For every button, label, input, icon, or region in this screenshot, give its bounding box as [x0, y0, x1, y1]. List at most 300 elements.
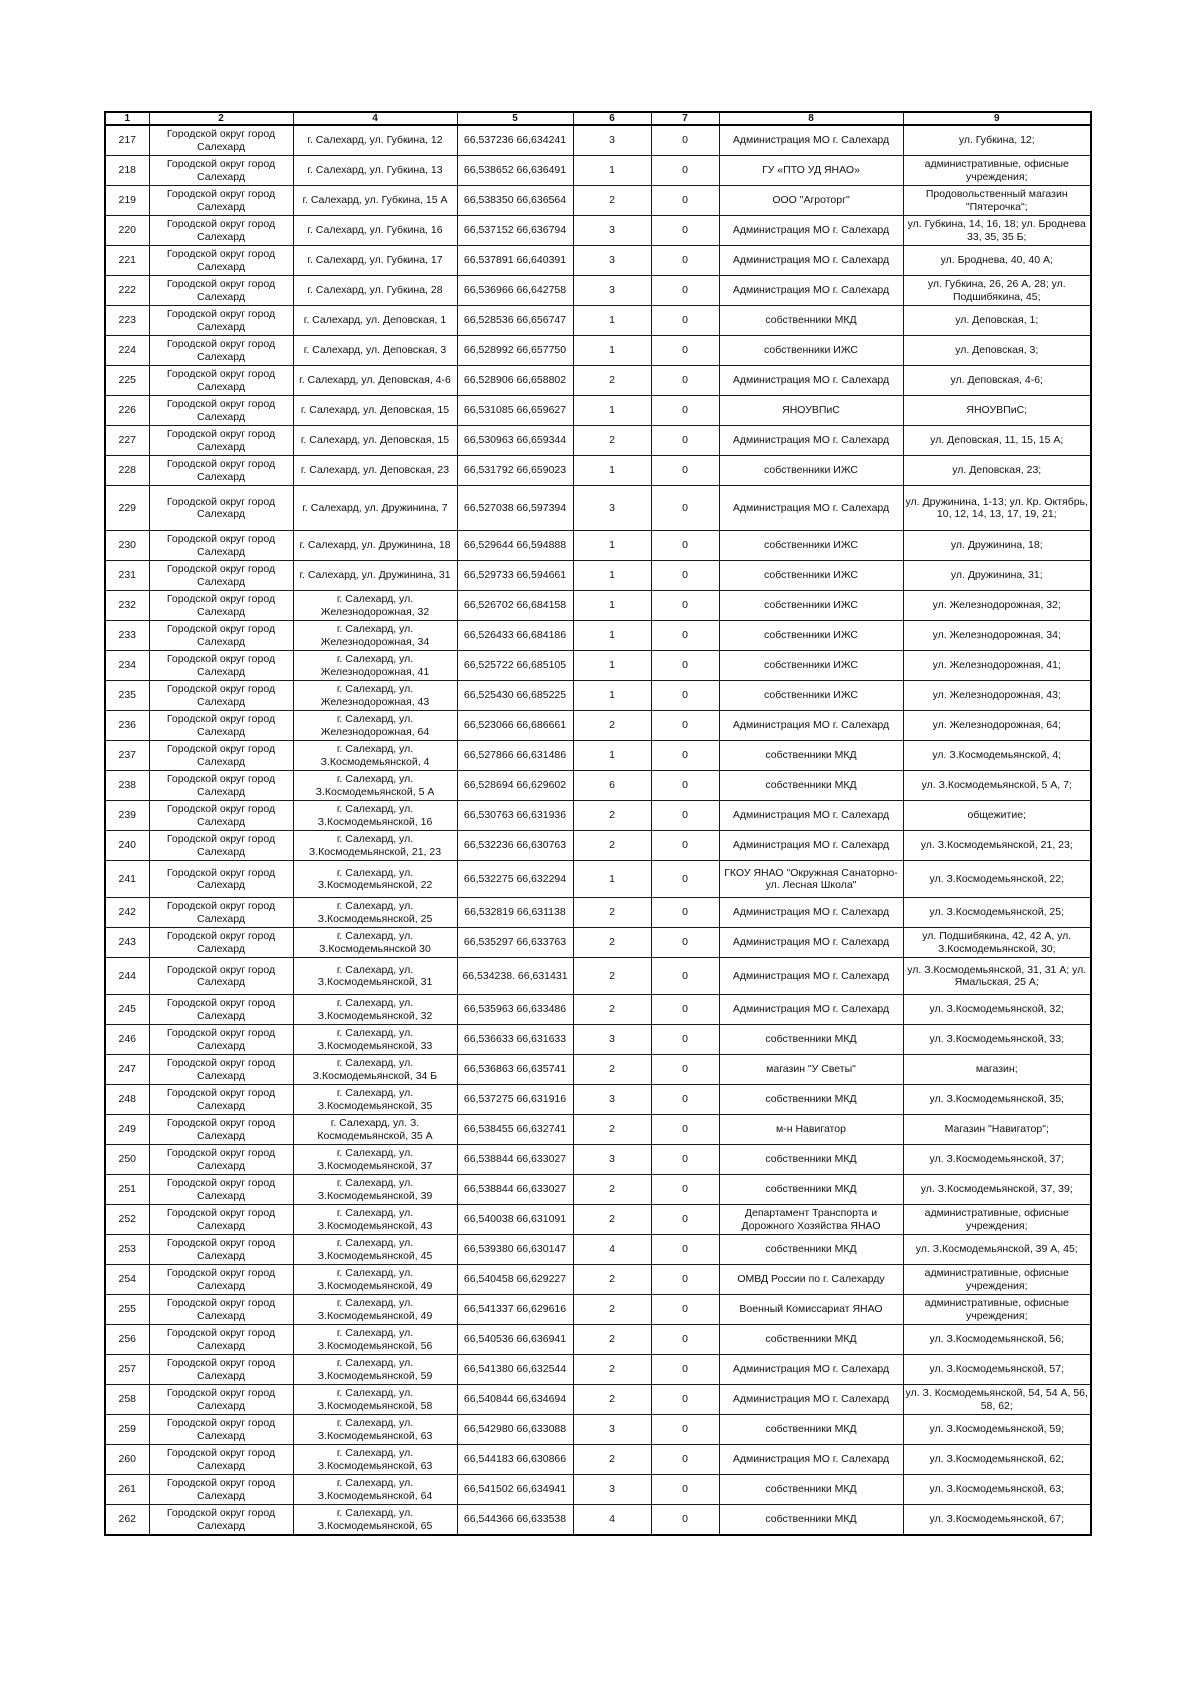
district-cell: Городской округ город Салехард [149, 1085, 293, 1115]
district-cell: Городской округ город Салехард [149, 1355, 293, 1385]
row-number-cell: 228 [105, 456, 149, 486]
owner-cell: Администрация МО г. Салехард [719, 898, 903, 928]
zero-cell: 0 [651, 276, 719, 306]
address-cell: г. Салехард, ул. З.Космодемьянской, 5 А [293, 771, 457, 801]
row-number-cell: 222 [105, 276, 149, 306]
served-objects-cell: административные, офисные учреждения; [903, 1265, 1091, 1295]
owner-cell: Администрация МО г. Салехард [719, 831, 903, 861]
district-cell: Городской округ город Салехард [149, 186, 293, 216]
coordinates-cell: 66,538455 66,632741 [457, 1115, 573, 1145]
table-row [105, 621, 1091, 651]
row-number-cell: 249 [105, 1115, 149, 1145]
served-objects-cell: ул. Железнодорожная, 32; [903, 591, 1091, 621]
owner-cell: Администрация МО г. Салехард [719, 801, 903, 831]
count-cell: 1 [573, 306, 651, 336]
count-cell: 3 [573, 1025, 651, 1055]
address-cell: г. Салехард, ул. З.Космодемьянской, 63 [293, 1445, 457, 1475]
district-cell: Городской округ город Салехард [149, 958, 293, 995]
district-cell: Городской округ город Салехард [149, 486, 293, 531]
served-objects-cell: ул. Деповская, 4-6; [903, 366, 1091, 396]
served-objects-cell: ул. Подшибякина, 42, 42 А, ул. З.Космодемьянской, 30; [903, 928, 1091, 958]
zero-cell: 0 [651, 1205, 719, 1235]
coordinates-cell: 66,525430 66,685225 [457, 681, 573, 711]
owner-cell: собственники МКД [719, 771, 903, 801]
row-number-cell: 245 [105, 995, 149, 1025]
table-row [105, 801, 1091, 831]
table-row [105, 1265, 1091, 1295]
coordinates-cell: 66,536966 66,642758 [457, 276, 573, 306]
address-cell: г. Салехард, ул. З.Космодемьянской, 39 [293, 1175, 457, 1205]
address-cell: г. Салехард, ул. Деповская, 15 [293, 426, 457, 456]
district-cell: Городской округ город Салехард [149, 898, 293, 928]
row-number-cell: 218 [105, 156, 149, 186]
address-cell: г. Салехард, ул. З.Космодемьянской, 32 [293, 995, 457, 1025]
owner-cell: ЯНОУВПиС [719, 396, 903, 426]
address-cell: г. Салехард, ул. Губкина, 12 [293, 125, 457, 156]
owner-cell: ГУ «ПТО УД ЯНАО» [719, 156, 903, 186]
row-number-cell: 244 [105, 958, 149, 995]
served-objects-cell: ул. З.Космодемьянской, 4; [903, 741, 1091, 771]
row-number-cell: 255 [105, 1295, 149, 1325]
zero-cell: 0 [651, 156, 719, 186]
zero-cell: 0 [651, 958, 719, 995]
address-cell: г. Салехард, ул. З.Космодемьянской, 45 [293, 1235, 457, 1265]
row-number-cell: 234 [105, 651, 149, 681]
coordinates-cell: 66,534238. 66,631431 [457, 958, 573, 995]
address-cell: г. Салехард, ул. З.Космодемьянской, 34 Б [293, 1055, 457, 1085]
owner-cell: собственники МКД [719, 1415, 903, 1445]
served-objects-cell: административные, офисные учреждения; [903, 156, 1091, 186]
count-cell: 2 [573, 1175, 651, 1205]
district-cell: Городской округ город Салехард [149, 366, 293, 396]
owner-cell: Администрация МО г. Салехард [719, 426, 903, 456]
zero-cell: 0 [651, 1115, 719, 1145]
count-cell: 2 [573, 426, 651, 456]
count-cell: 2 [573, 898, 651, 928]
served-objects-cell: ул. Броднева, 40, 40 А; [903, 246, 1091, 276]
row-number-cell: 219 [105, 186, 149, 216]
served-objects-cell: ул. Дружинина, 31; [903, 561, 1091, 591]
count-cell: 1 [573, 591, 651, 621]
zero-cell: 0 [651, 486, 719, 531]
owner-cell: собственники ИЖС [719, 531, 903, 561]
row-number-cell: 237 [105, 741, 149, 771]
count-cell: 2 [573, 958, 651, 995]
zero-cell: 0 [651, 336, 719, 366]
count-cell: 2 [573, 1115, 651, 1145]
count-cell: 1 [573, 561, 651, 591]
column-header: 5 [457, 112, 573, 125]
coordinates-cell: 66,528694 66,629602 [457, 771, 573, 801]
table-row [105, 456, 1091, 486]
table-row [105, 486, 1091, 531]
zero-cell: 0 [651, 1505, 719, 1536]
address-cell: г. Салехард, ул. З.Космодемьянской, 63 [293, 1415, 457, 1445]
count-cell: 1 [573, 621, 651, 651]
row-number-cell: 257 [105, 1355, 149, 1385]
column-header: 6 [573, 112, 651, 125]
owner-cell: собственники МКД [719, 1325, 903, 1355]
count-cell: 2 [573, 1055, 651, 1085]
count-cell: 2 [573, 366, 651, 396]
table-row [105, 741, 1091, 771]
district-cell: Городской округ город Салехард [149, 995, 293, 1025]
owner-cell: собственники МКД [719, 1175, 903, 1205]
zero-cell: 0 [651, 216, 719, 246]
table-row [105, 771, 1091, 801]
coordinates-cell: 66,540038 66,631091 [457, 1205, 573, 1235]
address-cell: г. Салехард, ул. Дружинина, 7 [293, 486, 457, 531]
address-cell: г. Салехард, ул. Губкина, 28 [293, 276, 457, 306]
served-objects-cell: Магазин "Навигатор"; [903, 1115, 1091, 1145]
table-row [105, 246, 1091, 276]
zero-cell: 0 [651, 681, 719, 711]
served-objects-cell: ул. З.Космодемьянской, 39 А, 45; [903, 1235, 1091, 1265]
count-cell: 3 [573, 276, 651, 306]
count-cell: 6 [573, 771, 651, 801]
address-cell: г. Салехард, ул. З.Космодемьянской, 37 [293, 1145, 457, 1175]
row-number-cell: 229 [105, 486, 149, 531]
owner-cell: Администрация МО г. Салехард [719, 711, 903, 741]
coordinates-cell: 66,525722 66,685105 [457, 651, 573, 681]
served-objects-cell: ул. З.Космодемьянской, 67; [903, 1505, 1091, 1536]
table-row [105, 831, 1091, 861]
table-row [105, 396, 1091, 426]
served-objects-cell: ул. З.Космодемьянской, 59; [903, 1415, 1091, 1445]
owner-cell: Администрация МО г. Салехард [719, 246, 903, 276]
address-cell: г. Салехард, ул. Дружинина, 18 [293, 531, 457, 561]
count-cell: 3 [573, 216, 651, 246]
count-cell: 2 [573, 831, 651, 861]
coordinates-cell: 66,541380 66,632544 [457, 1355, 573, 1385]
address-cell: г. Салехард, ул. З.Космодемьянской, 31 [293, 958, 457, 995]
table-row [105, 928, 1091, 958]
district-cell: Городской округ город Салехард [149, 125, 293, 156]
district-cell: Городской округ город Салехард [149, 928, 293, 958]
row-number-cell: 256 [105, 1325, 149, 1355]
column-header: 4 [293, 112, 457, 125]
zero-cell: 0 [651, 306, 719, 336]
address-cell: г. Салехард, ул. З.Космодемьянской, 21, 23 [293, 831, 457, 861]
count-cell: 1 [573, 156, 651, 186]
served-objects-cell: ул. Железнодорожная, 64; [903, 711, 1091, 741]
address-cell: г. Салехард, ул. Деповская, 15 [293, 396, 457, 426]
table-row [105, 681, 1091, 711]
served-objects-cell: ул. З.Космодемьянской, 33; [903, 1025, 1091, 1055]
count-cell: 1 [573, 681, 651, 711]
owner-cell: собственники МКД [719, 1235, 903, 1265]
district-cell: Городской округ город Салехард [149, 396, 293, 426]
address-cell: г. Салехард, ул. З.Космодемьянской, 4 [293, 741, 457, 771]
table-row [105, 336, 1091, 366]
district-cell: Городской округ город Салехард [149, 456, 293, 486]
coordinates-cell: 66,527038 66,597394 [457, 486, 573, 531]
address-cell: г. Салехард, ул. З.Космодемьянской 30 [293, 928, 457, 958]
zero-cell: 0 [651, 1445, 719, 1475]
count-cell: 2 [573, 928, 651, 958]
count-cell: 2 [573, 186, 651, 216]
zero-cell: 0 [651, 1415, 719, 1445]
table-row [105, 1445, 1091, 1475]
district-cell: Городской округ город Салехард [149, 1385, 293, 1415]
served-objects-cell: ул. З.Космодемьянской, 63; [903, 1475, 1091, 1505]
owner-cell: м-н Навигатор [719, 1115, 903, 1145]
owner-cell: Администрация МО г. Салехард [719, 958, 903, 995]
count-cell: 3 [573, 1475, 651, 1505]
address-cell: г. Салехард, ул. Губкина, 13 [293, 156, 457, 186]
table-row [105, 958, 1091, 995]
address-cell: г. Салехард, ул. Дружинина, 31 [293, 561, 457, 591]
count-cell: 4 [573, 1235, 651, 1265]
owner-cell: магазин "У Светы" [719, 1055, 903, 1085]
row-number-cell: 241 [105, 861, 149, 898]
row-number-cell: 220 [105, 216, 149, 246]
district-cell: Городской округ город Салехард [149, 1175, 293, 1205]
coordinates-cell: 66,541337 66,629616 [457, 1295, 573, 1325]
district-cell: Городской округ город Салехард [149, 591, 293, 621]
coordinates-cell: 66,531085 66,659627 [457, 396, 573, 426]
zero-cell: 0 [651, 186, 719, 216]
count-cell: 1 [573, 861, 651, 898]
address-cell: г. Салехард, ул. Железнодорожная, 41 [293, 651, 457, 681]
count-cell: 1 [573, 651, 651, 681]
owner-cell: собственники ИЖС [719, 681, 903, 711]
address-cell: г. Салехард, ул. Деповская, 23 [293, 456, 457, 486]
table-row [105, 156, 1091, 186]
address-cell: г. Салехард, ул. З.Космодемьянской, 33 [293, 1025, 457, 1055]
district-cell: Городской округ город Салехард [149, 1295, 293, 1325]
served-objects-cell: ул. З.Космодемьянской, 62; [903, 1445, 1091, 1475]
coordinates-cell: 66,532275 66,632294 [457, 861, 573, 898]
table-row [105, 651, 1091, 681]
district-cell: Городской округ город Салехард [149, 426, 293, 456]
served-objects-cell: ул. З.Космодемьянской, 31, 31 А; ул. Ямальская, 25 А; [903, 958, 1091, 995]
served-objects-cell: ул. З.Космодемьянской, 56; [903, 1325, 1091, 1355]
address-cell: г. Салехард, ул. Деповская, 4-6 [293, 366, 457, 396]
district-cell: Городской округ город Салехард [149, 561, 293, 591]
coordinates-cell: 66,523066 66,686661 [457, 711, 573, 741]
coordinates-cell: 66,538652 66,636491 [457, 156, 573, 186]
district-cell: Городской округ город Салехард [149, 741, 293, 771]
row-number-cell: 262 [105, 1505, 149, 1536]
district-cell: Городской округ город Салехард [149, 216, 293, 246]
coordinates-cell: 66,528906 66,658802 [457, 366, 573, 396]
table-row [105, 591, 1091, 621]
row-number-cell: 230 [105, 531, 149, 561]
table-row [105, 1415, 1091, 1445]
row-number-cell: 225 [105, 366, 149, 396]
owner-cell: собственники МКД [719, 306, 903, 336]
count-cell: 2 [573, 711, 651, 741]
served-objects-cell: ул. Дружинина, 18; [903, 531, 1091, 561]
district-cell: Городской округ город Салехард [149, 1475, 293, 1505]
address-cell: г. Салехард, ул. З.Космодемьянской, 35 [293, 1085, 457, 1115]
zero-cell: 0 [651, 246, 719, 276]
served-objects-cell: ул. Губкина, 14, 16, 18; ул. Броднева 33, 35, 35 Б; [903, 216, 1091, 246]
coordinates-cell: 66,535963 66,633486 [457, 995, 573, 1025]
row-number-cell: 260 [105, 1445, 149, 1475]
owner-cell: Администрация МО г. Салехард [719, 1445, 903, 1475]
coordinates-cell: 66,531792 66,659023 [457, 456, 573, 486]
column-header: 7 [651, 112, 719, 125]
district-cell: Городской округ город Салехард [149, 681, 293, 711]
zero-cell: 0 [651, 741, 719, 771]
owner-cell: Департамент Транспорта и Дорожного Хозяйства ЯНАО [719, 1205, 903, 1235]
address-cell: г. Салехард, ул. З.Космодемьянской, 49 [293, 1295, 457, 1325]
district-cell: Городской округ город Салехард [149, 1145, 293, 1175]
table-row [105, 366, 1091, 396]
address-cell: г. Салехард, ул. Железнодорожная, 34 [293, 621, 457, 651]
row-number-cell: 252 [105, 1205, 149, 1235]
district-cell: Городской округ город Салехард [149, 276, 293, 306]
address-cell: г. Салехард, ул. З.Космодемьянской, 64 [293, 1475, 457, 1505]
table-row [105, 995, 1091, 1025]
served-objects-cell: ул. Железнодорожная, 43; [903, 681, 1091, 711]
zero-cell: 0 [651, 366, 719, 396]
served-objects-cell: ул. Железнодорожная, 41; [903, 651, 1091, 681]
district-cell: Городской округ город Салехард [149, 711, 293, 741]
served-objects-cell: ул. З.Космодемьянской, 37, 39; [903, 1175, 1091, 1205]
column-header: 8 [719, 112, 903, 125]
district-cell: Городской округ город Салехард [149, 1115, 293, 1145]
coordinates-cell: 66,537236 66,634241 [457, 125, 573, 156]
zero-cell: 0 [651, 831, 719, 861]
coordinates-cell: 66,538350 66,636564 [457, 186, 573, 216]
coordinates-cell: 66,537152 66,636794 [457, 216, 573, 246]
owner-cell: собственники МКД [719, 1025, 903, 1055]
row-number-cell: 251 [105, 1175, 149, 1205]
row-number-cell: 232 [105, 591, 149, 621]
coordinates-cell: 66,528536 66,656747 [457, 306, 573, 336]
address-cell: г. Салехард, ул. Деповская, 1 [293, 306, 457, 336]
zero-cell: 0 [651, 928, 719, 958]
owner-cell: собственники ИЖС [719, 651, 903, 681]
district-cell: Городской округ город Салехард [149, 1205, 293, 1235]
row-number-cell: 261 [105, 1475, 149, 1505]
coordinates-cell: 66,540458 66,629227 [457, 1265, 573, 1295]
owner-cell: Администрация МО г. Салехард [719, 1355, 903, 1385]
address-cell: г. Салехард, ул. З.Космодемьянской, 49 [293, 1265, 457, 1295]
count-cell: 3 [573, 486, 651, 531]
served-objects-cell: ул. Деповская, 23; [903, 456, 1091, 486]
zero-cell: 0 [651, 125, 719, 156]
zero-cell: 0 [651, 396, 719, 426]
row-number-cell: 258 [105, 1385, 149, 1415]
served-objects-cell: ул. З.Космодемьянской, 5 А, 7; [903, 771, 1091, 801]
served-objects-cell: ул. З.Космодемьянской, 35; [903, 1085, 1091, 1115]
coordinates-cell: 66,530963 66,659344 [457, 426, 573, 456]
owner-cell: собственники МКД [719, 1145, 903, 1175]
zero-cell: 0 [651, 426, 719, 456]
table-row [105, 1235, 1091, 1265]
coordinates-cell: 66,536633 66,631633 [457, 1025, 573, 1055]
zero-cell: 0 [651, 1235, 719, 1265]
row-number-cell: 243 [105, 928, 149, 958]
served-objects-cell: ул. Железнодорожная, 34; [903, 621, 1091, 651]
count-cell: 2 [573, 1445, 651, 1475]
zero-cell: 0 [651, 531, 719, 561]
row-number-cell: 236 [105, 711, 149, 741]
district-cell: Городской округ город Салехард [149, 831, 293, 861]
coordinates-cell: 66,529644 66,594888 [457, 531, 573, 561]
owner-cell: собственники МКД [719, 741, 903, 771]
coordinates-cell: 66,527866 66,631486 [457, 741, 573, 771]
address-cell: г. Салехард, ул. З.Космодемьянской, 22 [293, 861, 457, 898]
row-number-cell: 227 [105, 426, 149, 456]
table-row [105, 1505, 1091, 1536]
count-cell: 1 [573, 396, 651, 426]
row-number-cell: 226 [105, 396, 149, 426]
coordinates-cell: 66,530763 66,631936 [457, 801, 573, 831]
coordinates-cell: 66,538844 66,633027 [457, 1145, 573, 1175]
row-number-cell: 239 [105, 801, 149, 831]
owner-cell: собственники ИЖС [719, 336, 903, 366]
zero-cell: 0 [651, 456, 719, 486]
served-objects-cell: административные, офисные учреждения; [903, 1205, 1091, 1235]
row-number-cell: 235 [105, 681, 149, 711]
row-number-cell: 254 [105, 1265, 149, 1295]
row-number-cell: 246 [105, 1025, 149, 1055]
served-objects-cell: ул. З.Космодемьянской, 25; [903, 898, 1091, 928]
registry-table [104, 111, 1092, 1536]
district-cell: Городской округ город Салехард [149, 771, 293, 801]
coordinates-cell: 66,537891 66,640391 [457, 246, 573, 276]
district-cell: Городской округ город Салехард [149, 1445, 293, 1475]
row-number-cell: 242 [105, 898, 149, 928]
table-row [105, 561, 1091, 591]
coordinates-cell: 66,540536 66,636941 [457, 1325, 573, 1355]
coordinates-cell: 66,532819 66,631138 [457, 898, 573, 928]
table-row [105, 1325, 1091, 1355]
row-number-cell: 248 [105, 1085, 149, 1115]
zero-cell: 0 [651, 1085, 719, 1115]
address-cell: г. Салехард, ул. З.Космодемьянской, 59 [293, 1355, 457, 1385]
zero-cell: 0 [651, 995, 719, 1025]
owner-cell: собственники ИЖС [719, 456, 903, 486]
owner-cell: Администрация МО г. Салехард [719, 125, 903, 156]
district-cell: Городской округ город Салехард [149, 1265, 293, 1295]
district-cell: Городской округ город Салехард [149, 861, 293, 898]
row-number-cell: 253 [105, 1235, 149, 1265]
zero-cell: 0 [651, 561, 719, 591]
served-objects-cell: ул. З.Космодемьянской, 21, 23; [903, 831, 1091, 861]
table-row [105, 276, 1091, 306]
address-cell: г. Салехард, ул. Губкина, 17 [293, 246, 457, 276]
served-objects-cell: ул. Губкина, 26, 26 А, 28; ул. Подшибякина, 45; [903, 276, 1091, 306]
served-objects-cell: ул. З.Космодемьянской, 37; [903, 1145, 1091, 1175]
coordinates-cell: 66,538844 66,633027 [457, 1175, 573, 1205]
table-body [105, 125, 1091, 1535]
zero-cell: 0 [651, 1055, 719, 1085]
owner-cell: Администрация МО г. Салехард [719, 366, 903, 396]
row-number-cell: 217 [105, 125, 149, 156]
row-number-cell: 233 [105, 621, 149, 651]
address-cell: г. Салехард, ул. Деповская, 3 [293, 336, 457, 366]
owner-cell: Администрация МО г. Салехард [719, 928, 903, 958]
district-cell: Городской округ город Салехард [149, 336, 293, 366]
district-cell: Городской округ город Салехард [149, 651, 293, 681]
table-row [105, 531, 1091, 561]
owner-cell: Администрация МО г. Салехард [719, 216, 903, 246]
zero-cell: 0 [651, 1175, 719, 1205]
district-cell: Городской округ город Салехард [149, 531, 293, 561]
address-cell: г. Салехард, ул. Железнодорожная, 64 [293, 711, 457, 741]
row-number-cell: 250 [105, 1145, 149, 1175]
count-cell: 3 [573, 1415, 651, 1445]
table-row [105, 711, 1091, 741]
served-objects-cell: ул. Губкина, 12; [903, 125, 1091, 156]
address-cell: г. Салехард, ул. Железнодорожная, 32 [293, 591, 457, 621]
